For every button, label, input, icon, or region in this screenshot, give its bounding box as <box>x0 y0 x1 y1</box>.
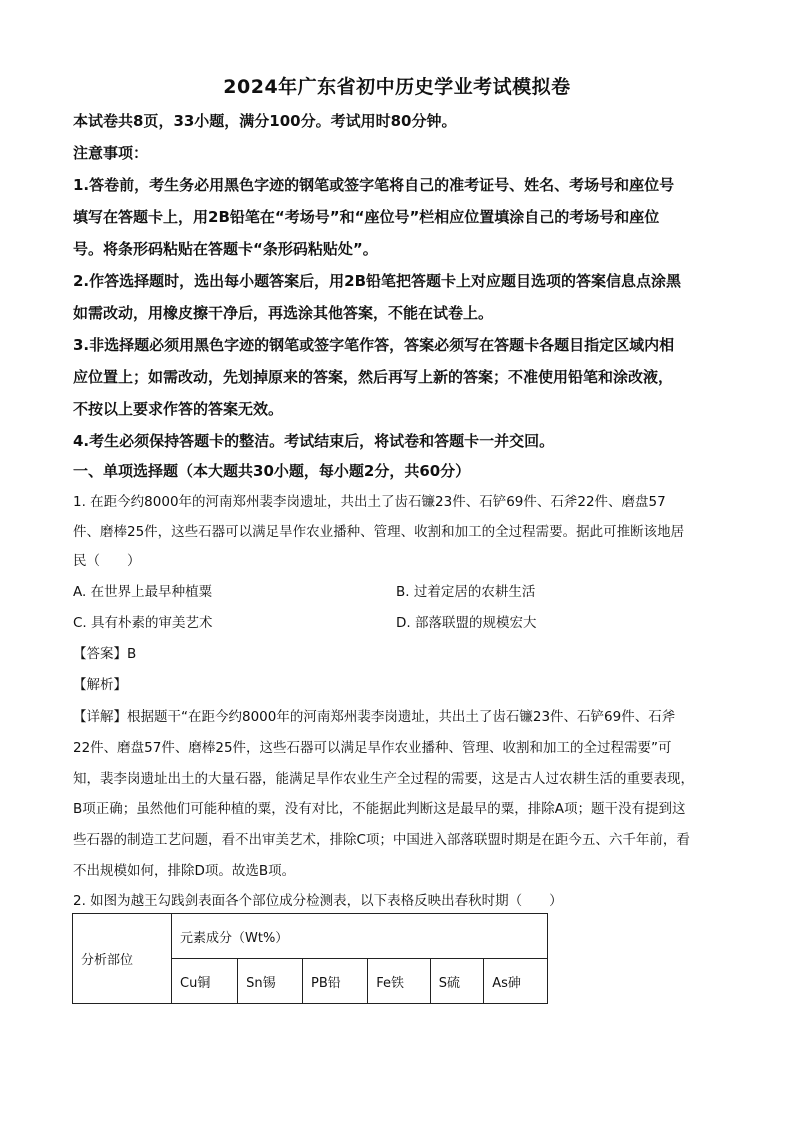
page-title: 2024年广东省初中历史学业考试模拟卷 <box>223 76 571 98</box>
detail-line: 知，裴李岗遗址出土的大量石器，能满足旱作农业生产全过程的需要，这是古人过农耕生活的重要表现， <box>73 771 694 787</box>
notice-heading: 注意事项： <box>73 144 149 162</box>
notice-line: 不按以上要求作答的答案无效。 <box>73 400 284 418</box>
column-header-cell: S硫 <box>430 959 483 1004</box>
column-header-cell: Fe铁 <box>368 959 431 1004</box>
exam-intro: 本试卷共8页，33小题，满分100分。考试用时80分钟。 <box>73 112 457 130</box>
question-1-stem: 民（ ） <box>73 553 141 569</box>
notice-line: 如需改动，用橡皮擦干净后，再选涂其他答案，不能在试卷上。 <box>73 304 494 322</box>
section-heading: 一、单项选择题（本大题共30小题，每小题2分，共60分） <box>73 462 471 480</box>
question-1-stem: 1. 在距今约8000年的河南郑州裴李岗遗址，共出土了齿石镰23件、石铲69件、石斧22件、磨盘57 <box>73 494 666 510</box>
detail-line: B项正确；虽然他们可能种植的粟，没有对比，不能据此判断这是最早的粟，排除A项；题干没有提到这 <box>73 801 686 817</box>
detail-line: 些石器的制造工艺问题，看不出审美艺术，排除C项；中国进入部落联盟时期是在距今五、六千年前，看 <box>73 832 690 848</box>
option-a: A. 在世界上最早种植粟 <box>73 584 213 600</box>
column-header-cell: As砷 <box>484 959 548 1004</box>
column-header-cell: PB铅 <box>303 959 368 1004</box>
group-header-cell: 元素成分（Wt%） <box>172 914 548 959</box>
notice-line: 1.答卷前，考生务必用黑色字迹的钢笔或签字笔将自己的准考证号、姓名、考场号和座位号 <box>73 176 675 194</box>
option-d: D. 部落联盟的规模宏大 <box>396 615 537 631</box>
answer-label: 【答案】B <box>73 646 137 662</box>
column-header-cell: Cu铜 <box>172 959 238 1004</box>
detail-line: 不出规模如何，排除D项。故选B项。 <box>73 863 296 879</box>
composition-table <box>72 913 548 1004</box>
notice-line: 4.考生必须保持答题卡的整洁。考试结束后，将试卷和答题卡一并交回。 <box>73 432 555 450</box>
detail-line: 【详解】根据题干“在距今约8000年的河南郑州裴李岗遗址，共出土了齿石镰23件、石铲69件、石斧 <box>73 709 676 725</box>
question-1-stem: 件、磨棒25件，这些石器可以满足旱作农业播种、管理、收割和加工的全过程需要。据此可推断该地居 <box>73 524 685 540</box>
notice-line: 填写在答题卡上，用2B铅笔在“考场号”和“座位号”栏相应位置填涂自己的考场号和座位 <box>73 208 660 226</box>
option-b: B. 过着定居的农耕生活 <box>396 584 536 600</box>
row-header-cell: 分析部位 <box>73 914 172 1004</box>
notice-line: 2.作答选择题时，选出每小题答案后，用2B铅笔把答题卡上对应题目选项的答案信息点涂黑 <box>73 272 682 290</box>
column-header-cell: Sn锡 <box>238 959 303 1004</box>
notice-line: 号。将条形码粘贴在答题卡“条形码粘贴处”。 <box>73 240 378 258</box>
question-2-stem: 2. 如图为越王勾践剑表面各个部位成分检测表，以下表格反映出春秋时期（ ） <box>73 893 563 909</box>
analysis-label: 【解析】 <box>73 677 127 693</box>
option-c: C. 具有朴素的审美艺术 <box>73 615 213 631</box>
notice-line: 3.非选择题必须用黑色字迹的钢笔或签字笔作答，答案必须写在答题卡各题目指定区域内相 <box>73 336 675 354</box>
notice-line: 应位置上；如需改动，先划掉原来的答案，然后再写上新的答案；不准使用铅笔和涂改液， <box>73 368 674 386</box>
detail-line: 22件、磨盘57件、磨棒25件，这些石器可以满足旱作农业播种、管理、收割和加工的全过程需要”可 <box>73 740 672 756</box>
table-row <box>73 914 548 959</box>
